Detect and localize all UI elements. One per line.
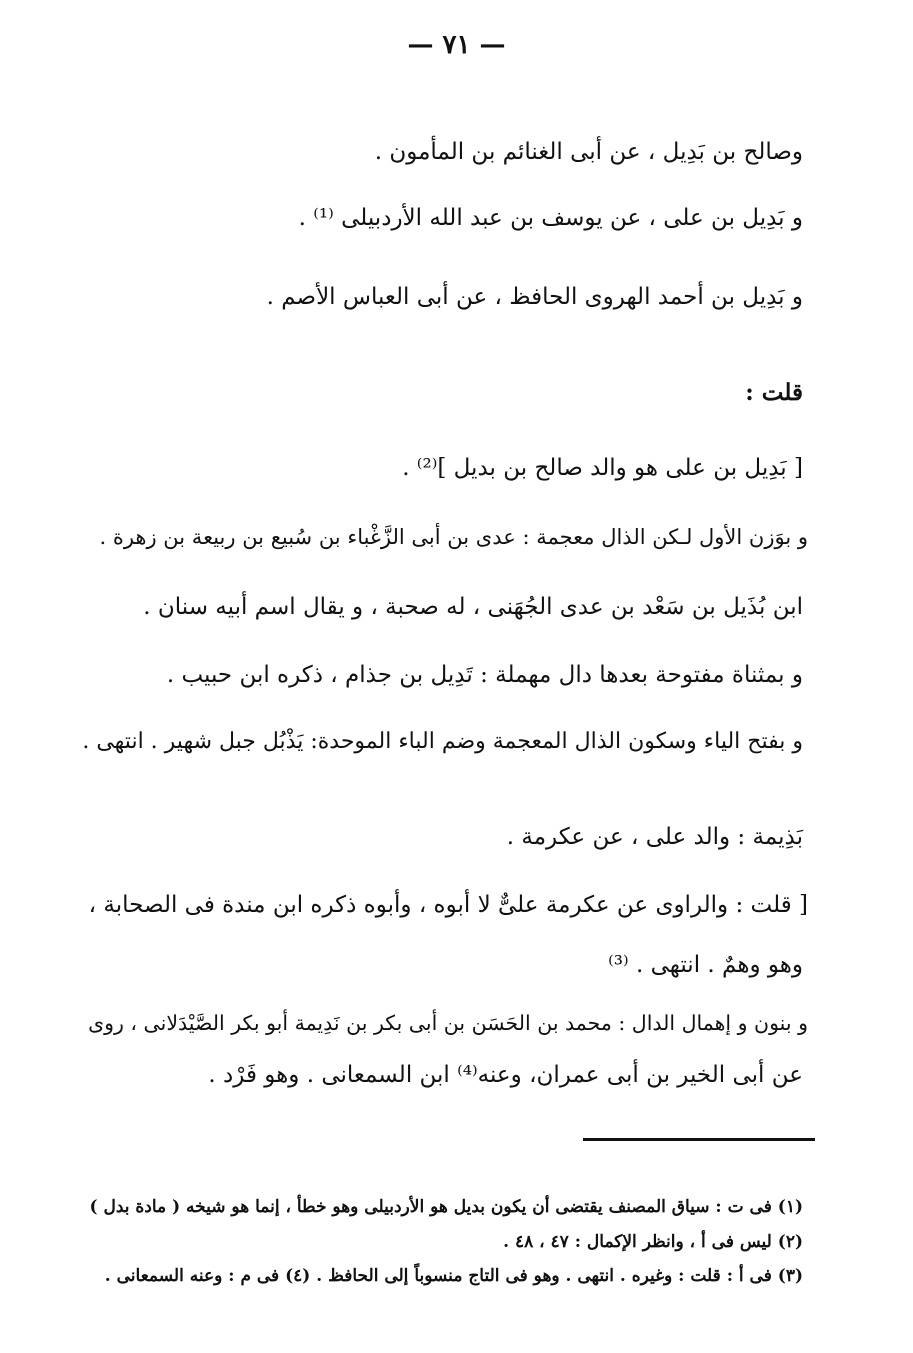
text-line-8: و بمثناة مفتوحة بعدها دال مهملة : تَدِيل بن جذام ، ذكره ابن حبيب .: [166, 662, 803, 688]
text-line-1: وصالح بن بَدِيل ، عن أبى الغنائم بن المأمون .: [374, 139, 803, 165]
text-line-5: [ بَدِيل بن على هو والد صالح بن بديل ]⁽²⁾ .: [402, 455, 803, 481]
page-number: — ٧١ —: [407, 30, 506, 60]
text-line-14: عن أبى الخير بن أبى عمران، وعنه⁽⁴⁾ ابن السمعانى . وهو فَرْد .: [208, 1062, 803, 1088]
footnote-divider: [583, 1138, 815, 1141]
footnote-1: (١) فى ت : سياق المصنف يقتضى أن يكون بديل هو الأردبيلى وهو خطأ ، إنما هو شيخه ( مادة بدل ): [89, 1197, 803, 1217]
footnote-2: (٢) ليس فى أ ، وانظر الإكمال : ٤٧ ، ٤٨ .: [503, 1232, 803, 1252]
text-line-9: و بفتح الياء وسكون الذال المعجمة وضم الباء الموحدة: يَذْبُل جبل شهير . انتهى .: [82, 729, 803, 754]
text-line-2: و بَدِيل بن على ، عن يوسف بن عبد الله الأردبيلى ⁽¹⁾ .: [298, 205, 803, 231]
text-line-10: بَذِيمة : والد على ، عن عكرمة .: [506, 824, 803, 850]
text-line-6: و بوَزن الأول لـكن الذال معجمة : عدى بن أبى الزَّغْباء بن سُبيع بن ربيعة بن زهرة .: [99, 525, 808, 549]
text-line-4: قلت :: [745, 379, 803, 406]
text-line-11: [ قلت : والراوى عن عكرمة علىٌّ لا أبوه ، وأبوه ذكره ابن مندة فى الصحابة ،: [88, 892, 808, 918]
text-line-12: وهو وهمٌ . انتهى . ⁽³⁾: [608, 952, 803, 978]
text-line-13: و بنون و إهمال الدال : محمد بن الحَسَن بن أبى بكر بن نَدِيمة أبو بكر الصَّيْدَلانى ، روى: [88, 1011, 808, 1035]
text-line-3: و بَدِيل بن أحمد الهروى الحافظ ، عن أبى العباس الأصم .: [266, 284, 803, 310]
footnote-3-4: (٣) فى أ : قلت : وغيره . انتهى . وهو فى التاج منسوباً إلى الحافظ . (٤) فى م : وعنه السمعانى .: [104, 1266, 803, 1286]
text-line-7: ابن بُذَيل بن سَعْد بن عدى الجُهَنى ، له صحبة ، و يقال اسم أبيه سنان .: [143, 594, 803, 620]
